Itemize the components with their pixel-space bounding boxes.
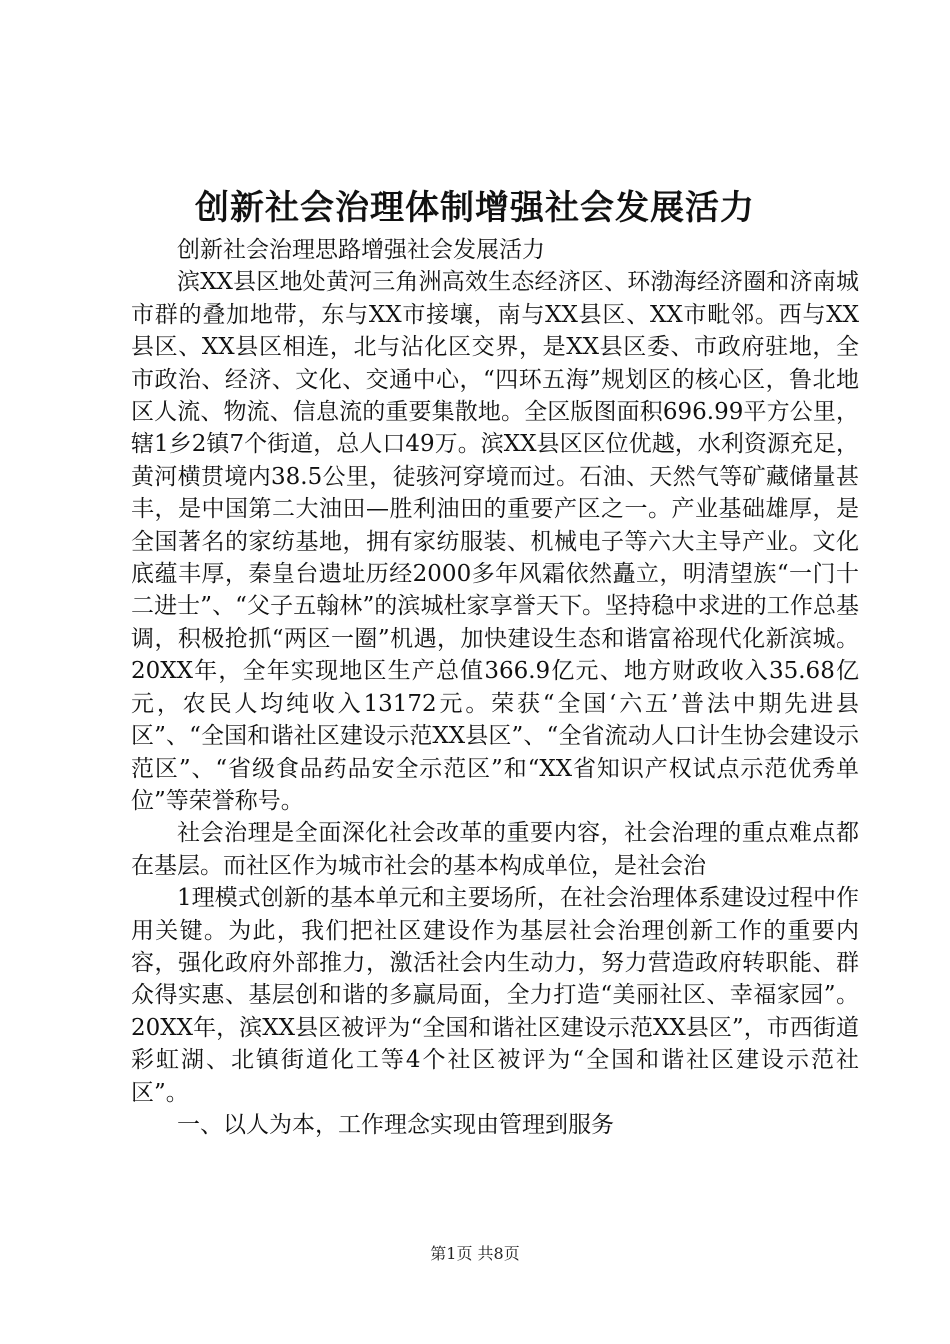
- document-body: [131, 234, 859, 1141]
- body-paragraph: 社会治理是全面深化社会改革的重要内容，社会治理的重点难点都在基层。而社区作为城市社会的基本构成单位，是社会治: [131, 820, 859, 879]
- section-heading: 一、以人为本，工作理念实现由管理到服务: [177, 1111, 614, 1138]
- body-paragraph: 1理模式创新的基本单元和主要场所，在社会治理体系建设过程中作用关键。为此，我们把社区建设作为基层社会治理创新工作的重要内容，强化政府外部推力，激活社会内生动力，努力营造政府转职能、群众得实惠、基层创和谐的多赢局面，全力打造“美丽社区、幸福家园”。20XX年，滨XX县区被评为“全国和谐社区建设示范XX县区”，市西街道彩虹湖、北镇街道化工等4个社区被评为“全国和谐社区建设示范社区”。: [131, 885, 859, 1106]
- subtitle-paragraph: 创新社会治理思路增强社会发展活力: [177, 237, 545, 263]
- body-paragraph: 滨XX县区地处黄河三角洲高效生态经济区、环渤海经济圈和济南城市群的叠加地带，东与XX市接壤，南与XX县区、XX市毗邻。西与XX县区、XX县区相连，北与沾化区交界，是XX县区委、市政府驻地，全市政治、经济、文化、交通中心，“四环五海”规划区的核心区，鲁北地区人流、物流、信息流的重要集散地。全区版图面积696.99平方公里，辖1乡2镇7个街道，总人口49万。滨XX县区区位优越，水利资源充足，黄河横贯境内38.5公里，徒骇河穿境而过。石油、天然气等矿藏储量甚丰，是中国第二大油田—胜利油田的重要产区之一。产业基础雄厚，是全国著名的家纺基地，拥有家纺服装、机械电子等六大主导产业。文化底蕴丰厚，秦皇台遗址历经2000多年风霜依然矗立，明清望族“一门十二进士”、“父子五翰林”的滨城杜家享誉天下。坚持稳中求进的工作总基调，积极抢抓“两区一圈”机遇，加快建设生态和谐富裕现代化新滨城。20XX年，全年实现地区生产总值366.9亿元、地方财政收入35.68亿元，农民人均纯收入13172元。荣获“全国‘六五’普法中期先进县区”、“全国和谐社区建设示范XX县区”、“全省流动人口计生协会建设示范区”、“省级食品药品安全示范区”和“XX省知识产权试点示范优秀单位”等荣誉称号。: [131, 269, 859, 814]
- document-title: 创新社会治理体制增强社会发展活力: [195, 188, 755, 228]
- page-number: 第1页 共8页: [430, 1244, 520, 1263]
